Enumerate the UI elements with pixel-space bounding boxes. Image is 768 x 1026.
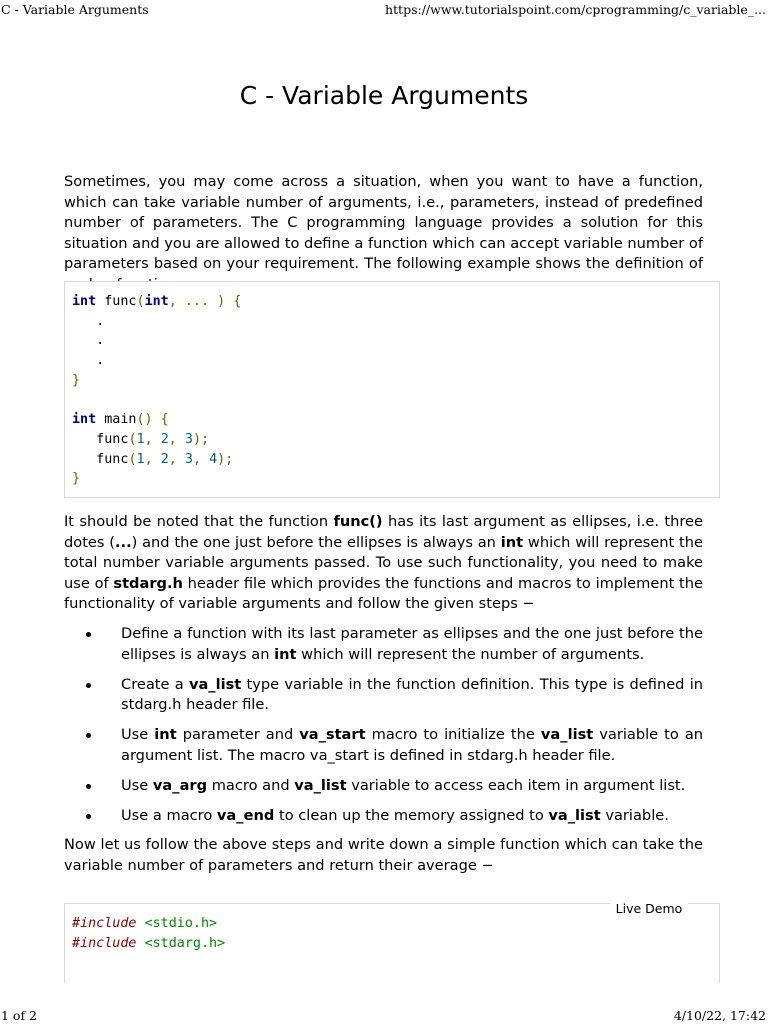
bullet-icon [86, 784, 91, 789]
code-token: ( [136, 294, 145, 309]
live-demo-button[interactable]: Live Demo [610, 899, 688, 919]
print-header-url[interactable]: https://www.tutorialspoint.com/cprogramming/c_variable_... [384, 2, 766, 17]
code-token: 1 [136, 451, 145, 467]
code-token: int [144, 294, 169, 309]
step-text: Create a va_list type variable in the function definition. This type is defined in stdarg.h header file. [121, 675, 703, 714]
bold-term: int [154, 726, 177, 744]
code-token: 3 [184, 431, 193, 447]
code-token: int [72, 412, 97, 428]
code-token: ( [128, 431, 137, 447]
print-footer [0, 1008, 768, 1026]
code-token: , [144, 431, 161, 447]
code-token: #include [72, 916, 137, 931]
list-item [64, 776, 703, 797]
bold-term: stdarg.h [113, 574, 183, 592]
print-header [0, 2, 768, 20]
bold-term: int [274, 645, 297, 663]
list-item [64, 675, 703, 716]
bold-term: func() [333, 513, 383, 530]
code-token: ( [128, 451, 137, 467]
bold-term: va_end [216, 806, 275, 824]
followup-paragraph: Now let us follow the above steps and write down a simple function which can take the variable number of parameters and return their average − [64, 836, 703, 874]
code-token: ); [217, 451, 234, 467]
print-header-title: C - Variable Arguments [1, 2, 149, 17]
bold-term: va_list [188, 675, 242, 693]
code-token: 2 [160, 431, 169, 447]
bold-term: va_list [294, 776, 347, 794]
intro-paragraph: Sometimes, you may come across a situation, when you want to have a function, which can take variable number of arguments, i.e., parameters, instead of predefined number of parameters. The C programming language provides a solution for this situation and you are allowed to define a function which can accept variable number of parameters based on your requirement. The following example shows the definition of [64, 173, 703, 273]
code-token: () { [136, 412, 169, 428]
code-token: } [72, 471, 81, 487]
explanation-paragraph: It should be noted that the function func() has its last argument as ellipses, i.e. three dotes (...) and the one just before the ellipses is always an int which will represent the total number variable arguments passed. To use such functionality, you need to make use of stdarg.h header file which provides the functions and macros to implement the functionality of variable arguments and follow the given steps − [64, 513, 704, 613]
code-token: 4 [209, 451, 218, 467]
bullet-icon [86, 683, 91, 688]
code-token: , [168, 431, 185, 447]
code-token: 3 [184, 451, 193, 467]
bullet-icon [86, 632, 91, 637]
code-token: int [72, 294, 97, 309]
print-timestamp: 4/10/22, 17:42 [673, 1008, 766, 1023]
code-token: } [72, 372, 81, 388]
step-text: Use va_arg macro and va_list variable to access each item in argument list. [121, 776, 686, 794]
code-token: , [168, 451, 185, 467]
code-token: <stdio.h> [144, 916, 218, 931]
code-token: , [144, 451, 161, 467]
step-text: Define a function with its last parameter as ellipses and the one just before the ellipses is always an int which will represent the number of arguments. [121, 625, 703, 663]
steps-list [64, 624, 703, 836]
bold-term: va_arg [152, 776, 208, 794]
bold-term: va_list [540, 726, 594, 744]
step-text: Use int parameter and va_start macro to initialize the va_list variable to an argument list. The macro va_start is defined in stdarg.h header file. [121, 726, 704, 764]
code-token: , ... ) { [168, 294, 242, 309]
list-item [64, 725, 703, 766]
step-text: Use a macro va_end to clean up the memory assigned to va_list variable. [121, 806, 669, 824]
list-item [64, 806, 703, 827]
code-token: ); [192, 431, 210, 447]
code-block-function-definition [64, 281, 720, 498]
code-token: , [192, 451, 210, 467]
code-listing: int func(int, ... ) { . . . } int main() { func(1, 2, 3); func(1, 2, 3, 4); } [72, 294, 242, 487]
page-title: C - Variable Arguments [239, 81, 529, 110]
list-item [64, 624, 703, 665]
bullet-icon [86, 814, 91, 819]
code-token: 2 [160, 451, 169, 467]
bold-term: va_list [548, 806, 601, 824]
bold-term: ... [114, 533, 132, 551]
code-token: #include [72, 935, 137, 951]
code-token: 1 [136, 431, 145, 447]
page-indicator: 1 of 2 [1, 1008, 38, 1023]
code-token: <stdarg.h> [144, 935, 226, 951]
bold-term: int [500, 533, 524, 551]
bullet-icon [86, 733, 91, 738]
bold-term: va_start [299, 726, 366, 744]
